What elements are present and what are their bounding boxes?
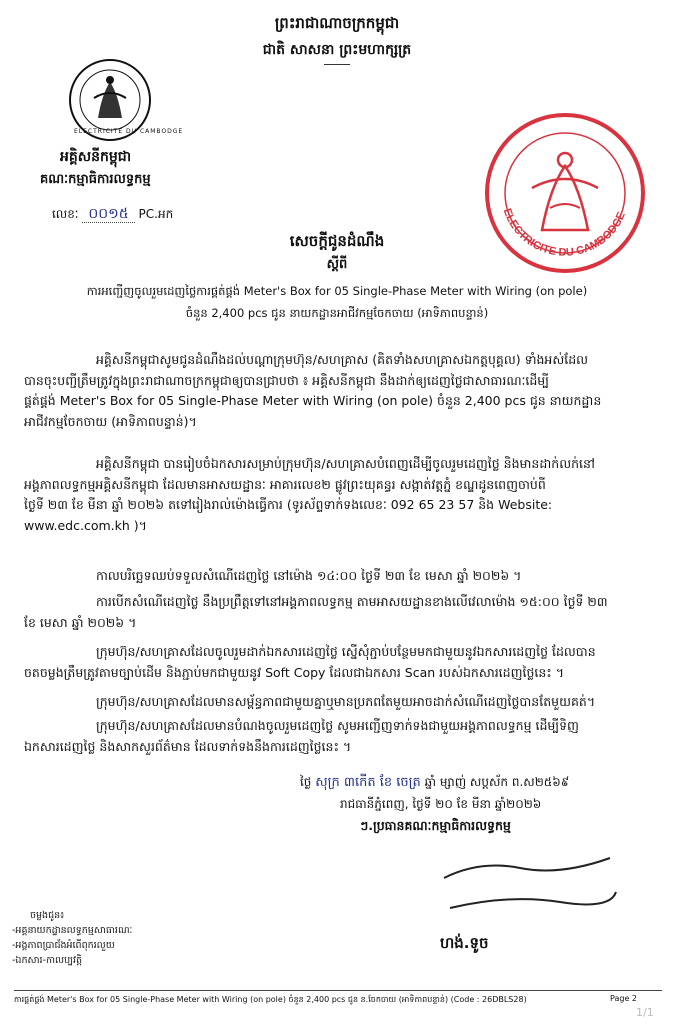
cc-item: -អង្គភាពប្រាជ័ងអំពើពុករលួយ <box>12 940 115 951</box>
cc-item: -ឯកសារ-កាលប្បវត្តិ <box>12 955 82 966</box>
kingdom-heading: ព្រះរាជាណាចក្រកម្ពុជា <box>274 14 400 32</box>
ref-suffix: PC.អក <box>138 207 174 221</box>
text-line: ចតចម្លងត្រឹមត្រូវតាមច្បាប់ដើម និងភ្ជាប់មកជាមួយនូវ Soft Copy ដែលជាឯកសារ Scan របស់ឯកសារដេញថ្លៃនេះ ។ <box>24 664 564 680</box>
org-name: អគ្គិសនីកម្ពុជា <box>60 149 132 165</box>
page-counter: 1/1 <box>636 1006 654 1019</box>
lunar-prefix: ថ្ងៃ <box>300 775 312 789</box>
committee-name: គណៈកម្មាធិការលទ្ធកម្ម <box>40 172 151 187</box>
handwritten-signature <box>440 838 620 918</box>
signer-name: ហង់.ទូច <box>440 934 489 952</box>
text-line: www.edc.com.kh )។ <box>24 517 147 533</box>
paragraph-contact <box>24 716 656 757</box>
ref-label: លេខៈ <box>52 207 79 221</box>
text-line: ក្រុមហ៊ុន/សហគ្រាសដែលមានបំណងចូលរួមដេញថ្លៃ សូមអញ្ជើញទាក់ទងជាមួយអង្គភាពលទ្ធកម្ម ដើម្បីទិញ <box>96 718 579 733</box>
paragraph-opening <box>24 592 656 633</box>
signatory-title: ៗ.ប្រធានគណៈកម្មាធិការលទ្ធកម្ម <box>360 818 511 833</box>
logo-caption: ELECTRICITE DU CAMBODGE <box>74 128 184 135</box>
reference-number <box>52 204 173 225</box>
text-line: អគ្គិសនីកម្ពុជាសូមជូនដំណឹងដល់បណ្ដាក្រុមហ៊ុន/សហគ្រាស (គិតទាំងសហគ្រាសឯកត្តបុគ្គល) ទាំងអស់ដែល <box>96 352 589 367</box>
notice-title: សេចក្ដីជូនដំណឹង <box>289 232 385 250</box>
cc-list <box>12 908 132 968</box>
text-line: បានចុះបញ្ជីត្រឹមត្រូវក្នុងព្រះរាជាណាចក្រកម្ពុជាឲ្យបានជ្រាបថា ៖ អគ្គិសនីកម្ពុជា នឹងដាក់ឲ្យដេញថ្លៃជាសាធារណៈដើម្បី <box>24 372 549 388</box>
paragraph-copies <box>24 642 656 683</box>
cc-item: -អគ្គនាយកដ្ឋានលទ្ធកម្មសាធារណៈ <box>12 925 133 936</box>
text-line: ខែ មេសា ឆ្នាំ ២០២៦ ។ <box>24 614 137 630</box>
lunar-date <box>300 774 569 793</box>
subject-line-2: ចំនួន 2,400 pcs ជូន នាយកដ្ឋានអាជីវកម្មចែកចាយ (អាទិភាពបន្ទាន់) <box>185 306 489 320</box>
cc-heading: ចម្លងជូន៖ <box>30 910 65 921</box>
text-line: អាជីវកម្មចែកចាយ (អាទិភាពបន្ទាន់)។ <box>24 413 197 429</box>
text-line: ផ្គត់ផ្គង់ Meter's Box for 05 Single-Phase Meter with Wiring (on pole) ចំនួន 2,400 pcs ជូន នាយកដ្ឋាន <box>24 393 602 408</box>
lunar-handwritten: សុក្រ ៣កើត ខែ ចេត្រ <box>315 775 421 790</box>
paragraph-documents <box>24 454 656 536</box>
ref-number: ០០១៥ <box>82 206 134 223</box>
footer-text: ការផ្គត់ផ្គង់ Meter's Box for 05 Single-Phase Meter with Wiring (on pole) ចំនួន 2,400 pcs ជូន ន.ចែកចាយ (អាទិភាពបន្ទាន់) (Code : 26DBLS28) <box>14 995 527 1004</box>
footer-rule <box>14 990 662 991</box>
text-line: ការបើកសំណើដេញថ្លៃ នឹងប្រព្រឹត្តទៅនៅអង្គភាពលទ្ធកម្ម តាមអាសយដ្ឋានខាងលើវេលាម៉ោង ១៥:០០ ថ្ងៃទី ២៣ <box>96 594 608 609</box>
text-line: អង្គភាពលទ្ធកម្មអគ្គិសនីកម្ពុជា ដែលមានអាសយដ្ឋានៈ អាគារលេខ២ ផ្លូវព្រះយុគន្ធរ សង្កាត់វត្តភ្នំ ខណ្ឌដូនពេញចាប់ពី <box>24 476 546 492</box>
text-line: អគ្គិសនីកម្ពុជា បានរៀបចំឯកសារសម្រាប់ក្រុមហ៊ុន/សហគ្រាសបំពេញដើម្បីចូលរួមដេញថ្លៃ និងមានដាក់លក់នៅ <box>96 456 595 471</box>
footer-page: Page 2 <box>610 994 637 1003</box>
subject-line-1: ការអញ្ជើញចូលរួមដេញថ្លៃការផ្គត់ផ្គង់ Meter's Box for 05 Single-Phase Meter with Wiring (on pole) <box>86 284 588 298</box>
place-date: រាជធានីភ្នំពេញ, ថ្ងៃទី ២០ ខែ មីនា ឆ្នាំ២០២៦ <box>340 797 542 811</box>
paragraph-deadline: កាលបរិច្ឆេទឈប់ទទួលសំណើដេញថ្លៃ នៅម៉ោង ១៤:០០ ថ្ងៃទី ២៣ ខែ មេសា ឆ្នាំ ២០២៦ ។ <box>96 568 522 583</box>
paragraph-intro <box>24 350 656 432</box>
text-line: ឯកសារដេញថ្លៃ និងសាកសួរព័ត៌មាន ដែលទាក់ទងនឹងការដេញថ្លៃនេះ ។ <box>24 738 352 754</box>
text-line: ក្រុមហ៊ុន/សហគ្រាសដែលចូលរួមដាក់ឯកសារដេញថ្លៃ ស្នើសុំភ្ជាប់បន្ថែមមកជាមួយនូវឯកសារដេញថ្លៃ ដែលបាន <box>96 644 596 659</box>
national-motto: ជាតិ សាសនា ព្រះមហាក្សត្រ <box>262 42 412 58</box>
lunar-suffix: ឆ្នាំ ម្សាញ់ សប្ដស័ក ព.ស២៥៦៩ <box>424 775 570 789</box>
text-line: ថ្ងៃទី ២៣ ខែ មីនា ឆ្នាំ ២០២៦ តទៅរៀងរាល់ម៉ោងធ្វើការ (ទូរស័ព្ទទាក់ទងលេខៈ 092 65 23 57 និង Website: <box>24 497 553 512</box>
motto-ornament <box>324 64 350 67</box>
notice-about: ស្ដីពី <box>326 257 348 272</box>
stamp-text: ELECTRICITE DU CAMBODGE <box>500 206 628 259</box>
paragraph-affiliation: ក្រុមហ៊ុន/សហគ្រាសដែលមានសម្ព័ន្ធភាពជាមួយគ្នាឬមានប្រភពតែមួយអាចដាក់សំណើដេញថ្លៃបានតែមួយគត់។ <box>96 694 596 709</box>
